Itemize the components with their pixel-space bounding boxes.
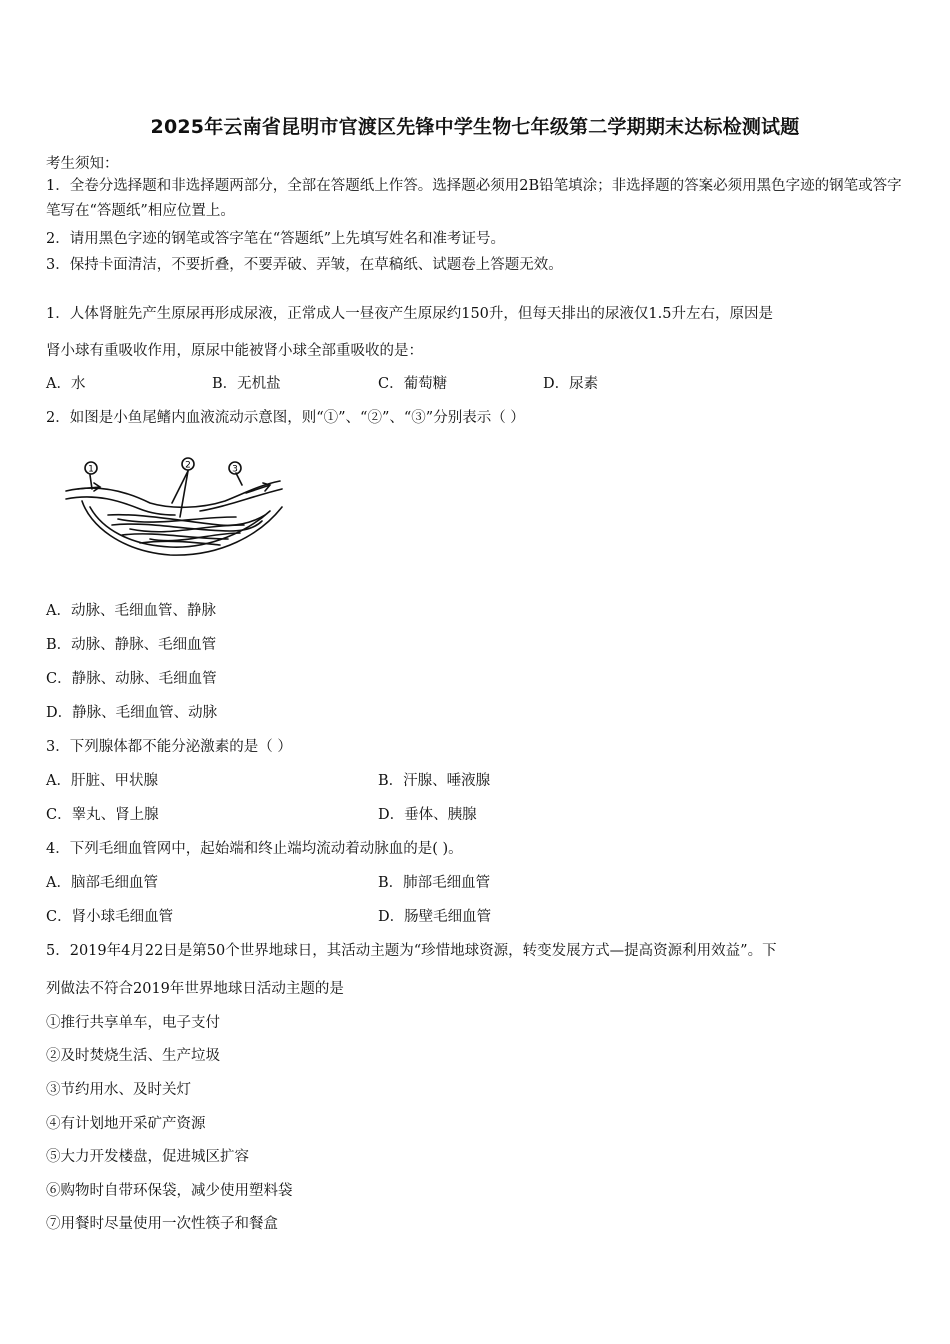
- label-3: 3: [232, 464, 238, 475]
- q5-item: ⑤大力开发楼盘，促进城区扩容: [46, 1149, 249, 1165]
- q2-option-c: C．静脉、动脉、毛细血管: [46, 671, 217, 687]
- q3-option-c: C．睾丸、肾上腺: [46, 807, 159, 823]
- q2-option-d: D．静脉、毛细血管、动脉: [46, 705, 218, 721]
- q4-option-c: C．肾小球毛细血管: [46, 909, 174, 925]
- q5-item: ④有计划地开采矿产资源: [46, 1116, 206, 1132]
- q5-item: ③节约用水、及时关灯: [46, 1082, 191, 1098]
- q4-option-a: A．脑部毛细血管: [46, 875, 158, 891]
- question-1-stem: 1．人体肾脏先产生原尿再形成尿液，正常成人一昼夜产生原尿约150升，但每天排出的尿液仅1.5升左右，原因是: [46, 306, 773, 322]
- question-3-stem: 3．下列腺体都不能分泌激素的是（ ）: [46, 739, 292, 755]
- q3-option-d: D．垂体、胰腺: [378, 807, 477, 823]
- question-2-stem: 2．如图是小鱼尾鳍内血液流动示意图，则“①”、“②”、“③”分别表示（ ）: [46, 410, 525, 426]
- q2-option-b: B．动脉、静脉、毛细血管: [46, 637, 217, 653]
- question-5-stem: 5．2019年4月22日是第50个世界地球日，其活动主题为“珍惜地球资源，转变发展方式—提高资源利用效益”。下: [46, 943, 777, 959]
- question-5-stem-cont: 列做法不符合2019年世界地球日活动主题的是: [46, 981, 344, 997]
- q4-option-b: B．肺部毛细血管: [378, 875, 491, 891]
- q1-option-c: C．葡萄糖: [378, 376, 448, 392]
- q4-option-d: D．肠壁毛细血管: [378, 909, 492, 925]
- notice-item: 2．请用黑色字迹的钢笔或答字笔在“答题纸”上先填写姓名和准考证号。: [46, 231, 506, 247]
- q1-option-d: D．尿素: [543, 376, 599, 392]
- q1-option-a: A．水: [46, 376, 86, 392]
- label-1: 1: [88, 464, 94, 475]
- q5-item: ⑦用餐时尽量使用一次性筷子和餐盒: [46, 1216, 278, 1232]
- question-1-stem-cont: 肾小球有重吸收作用，原尿中能被肾小球全部重吸收的是：: [46, 343, 423, 359]
- notice-item: 1．全卷分选择题和非选择题两部分，全部在答题纸上作答。选择题必须用2B铅笔填涂；非选择题的答案必须用黑色字迹的钢笔或答字笔写在“答题纸”相应位置上。: [46, 178, 902, 219]
- q5-item: ⑥购物时自带环保袋，减少使用塑料袋: [46, 1183, 293, 1199]
- q5-item: ①推行共享单车，电子支付: [46, 1015, 220, 1031]
- notice-item: 3．保持卡面清洁，不要折叠，不要弄破、弄皱，在草稿纸、试题卷上答题无效。: [46, 257, 563, 273]
- q3-option-b: B．汗腺、唾液腺: [378, 773, 491, 789]
- q5-item: ②及时焚烧生活、生产垃圾: [46, 1048, 220, 1064]
- notice-heading: 考生须知：: [46, 156, 119, 172]
- question-4-stem: 4．下列毛细血管网中，起始端和终止端均流动着动脉血的是( )。: [46, 841, 463, 857]
- fish-tail-blood-flow-diagram: [60, 455, 290, 565]
- q3-option-a: A．肝脏、甲状腺: [46, 773, 158, 789]
- page-title: 2025年云南省昆明市官渡区先锋中学生物七年级第二学期期末达标检测试题: [150, 116, 800, 138]
- label-2: 2: [185, 460, 191, 471]
- q2-option-a: A．动脉、毛细血管、静脉: [46, 603, 216, 619]
- q1-option-b: B．无机盐: [212, 376, 281, 392]
